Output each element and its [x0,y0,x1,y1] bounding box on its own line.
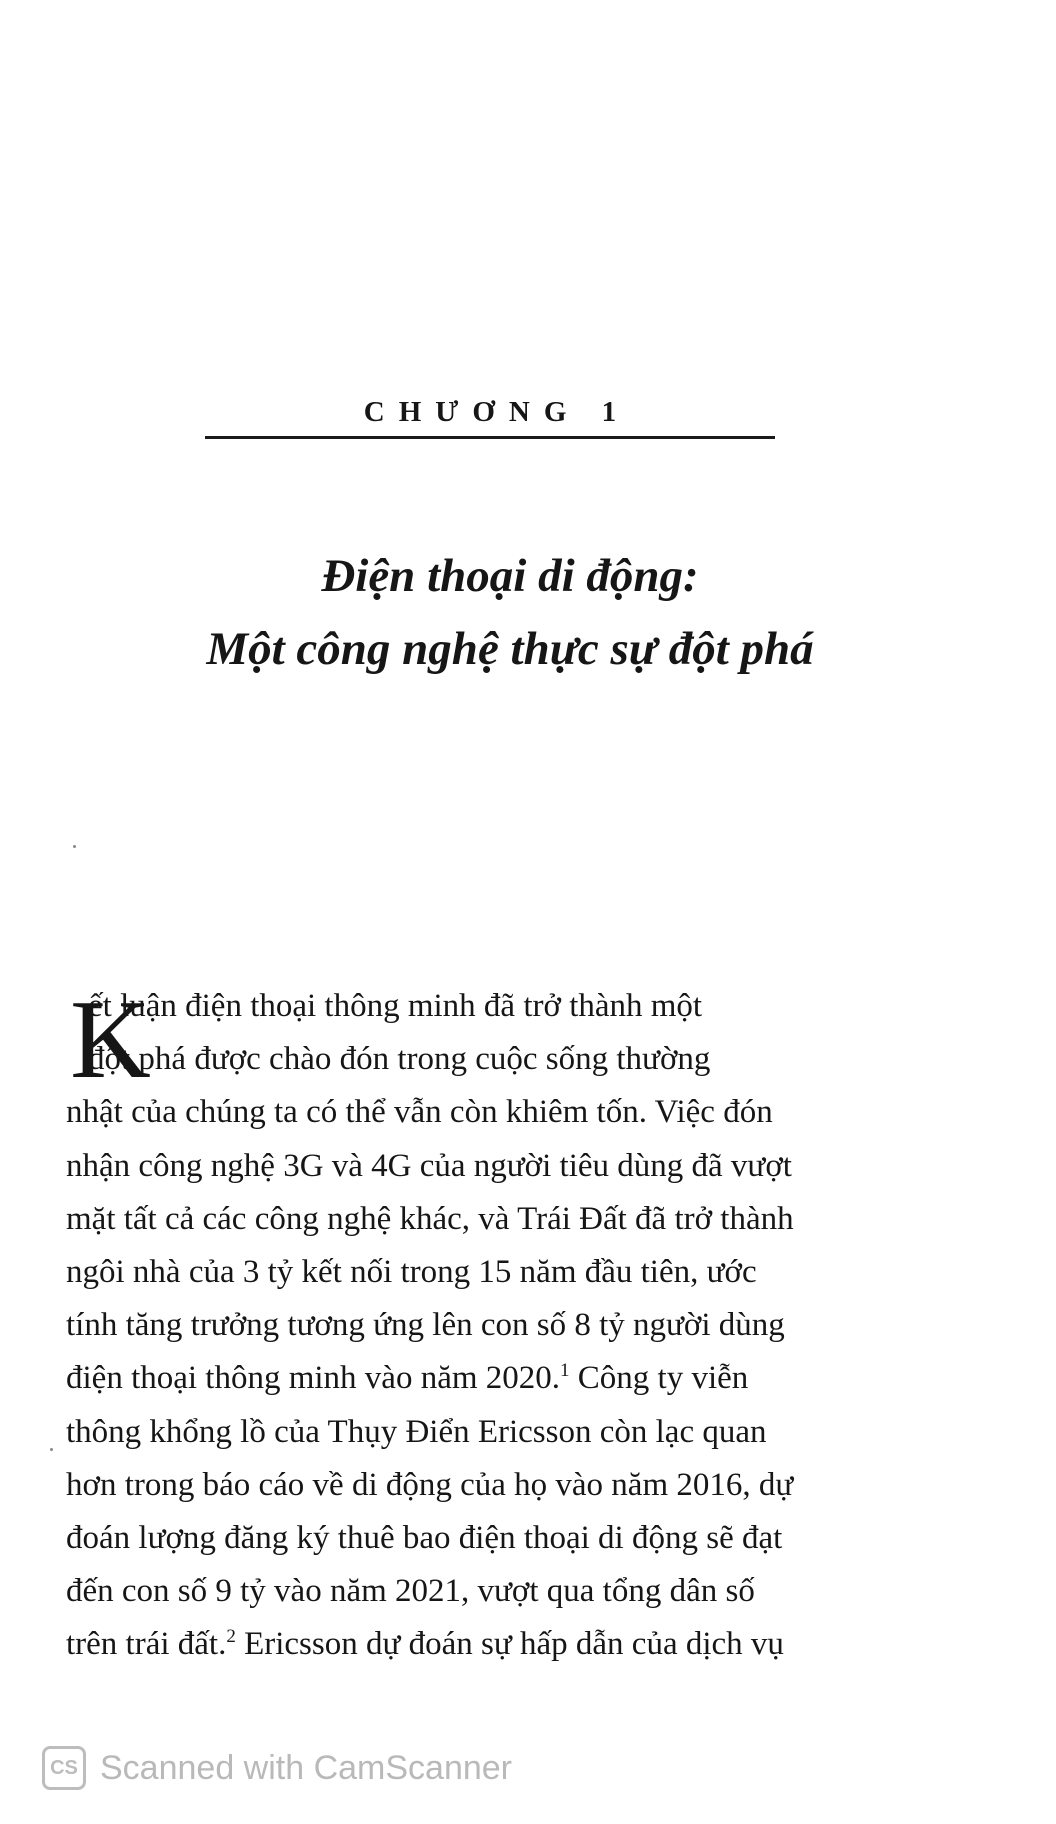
text-line [66,1618,918,1671]
text-segment: trên trái đất. [66,1626,227,1663]
drop-cap: K [70,978,151,1102]
scan-speck [50,1448,53,1451]
text-line: thông khổng lồ của Thụy Điển Ericsson còn lạc quan [66,1413,767,1450]
text-line [66,1352,918,1405]
text-segment: điện thoại thông minh vào năm 2020. [66,1360,561,1397]
body-paragraph [66,980,918,1672]
text-line: hơn trong báo cáo về di động của họ vào năm 2016, dự [66,1466,794,1503]
text-line: mặt tất cả các công nghệ khác, và Trái Đất đã trở thành [66,1200,794,1237]
text-segment: Ericsson dự đoán sự hấp dẫn của dịch vụ [235,1626,784,1663]
camscanner-watermark [42,1744,512,1792]
footnote-marker[interactable]: 1 [560,1360,570,1382]
text-line: đến con số 9 tỷ vào năm 2021, vượt qua tổng dân số [66,1573,755,1610]
text-line: đoán lượng đăng ký thuê bao điện thoại di động sẽ đạt [66,1520,783,1557]
text-line: ngôi nhà của 3 tỷ kết nối trong 15 năm đầu tiên, ước [66,1254,757,1291]
chapter-divider [205,436,775,439]
chapter-title-line-1: Điện thoại di động: [321,550,699,602]
text-line: nhận công nghệ 3G và 4G của người tiêu dùng đã vượt [66,1147,792,1184]
scan-speck [73,845,76,848]
chapter-title-line-2: Một công nghệ thực sự đột phá [206,623,814,675]
watermark-text: Scanned with CamScanner [100,1748,513,1787]
footnote-marker[interactable]: 2 [226,1626,236,1648]
text-line: tính tăng trưởng tương ứng lên con số 8 tỷ người dùng [66,1307,785,1344]
text-line: đột phá được chào đón trong cuộc sống thường [88,1041,711,1078]
text-segment: Công ty viễn [569,1360,749,1397]
chapter-label: CHƯƠNG 1 [363,396,631,428]
text-line: nhật của chúng ta có thể vẫn còn khiêm tốn. Việc đón [66,1094,773,1131]
chapter-title [60,540,960,686]
text-line: ết luận điện thoại thông minh đã trở thành một [88,988,703,1024]
camscanner-logo-icon: CS [42,1746,86,1790]
